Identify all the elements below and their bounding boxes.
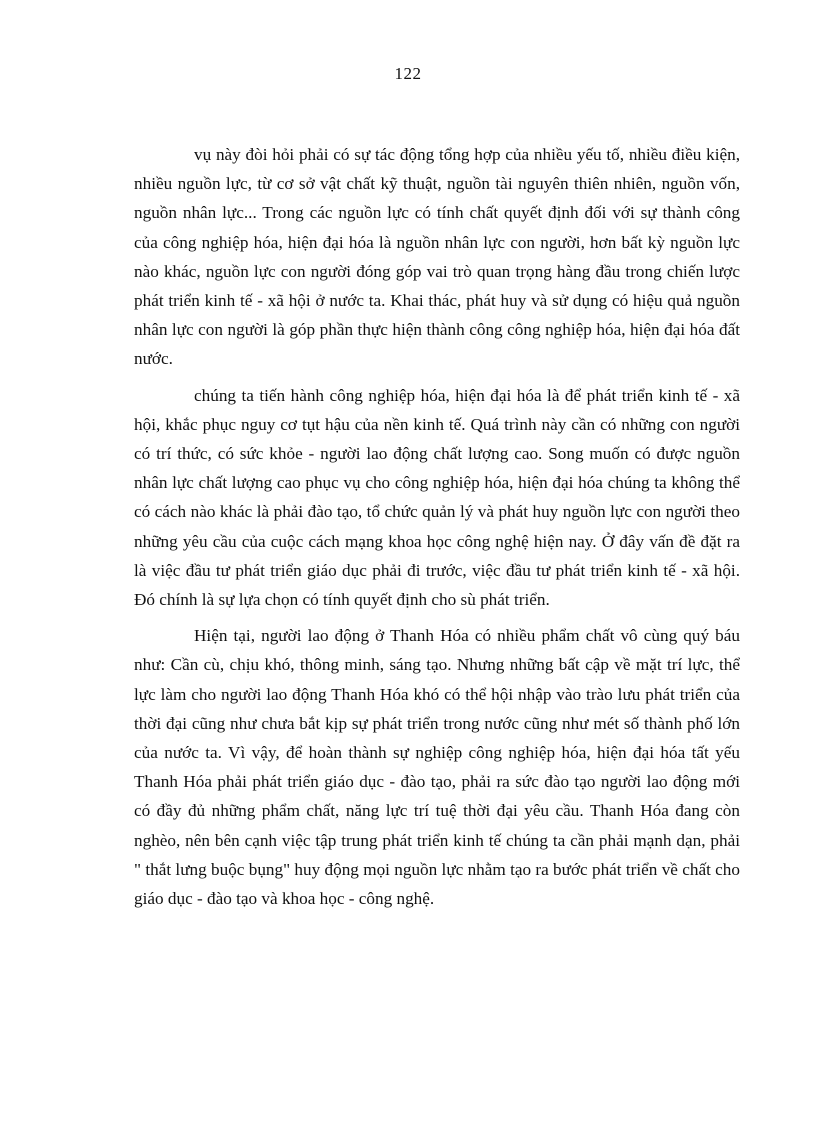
body-text	[134, 140, 740, 920]
paragraph-2: chúng ta tiến hành công nghiệp hóa, hiện đại hóa là để phát triển kinh tế - xã hội, khắc phục nguy cơ tụt hậu của nền kinh tế. Quá trình này cần có những con người có trí thức, có sức khỏe - người lao động chất lượng cao. Song muốn có được nguồn nhân lực chất lượng cao phục vụ cho công nghiệp hóa, hiện đại hóa chúng ta không thể có cách nào khác là phải đào tạo, tổ chức quản lý và phát huy nguồn lực con người theo những yêu cầu của cuộc cách mạng khoa học công nghệ hiện nay. Ở đây vấn đề đặt ra là việc đầu tư phát triển giáo dục phải đi trước, việc đầu tư phát triển kinh tế - xã hội. Đó chính là sự lựa chọn có tính quyết định cho sù phát triển.	[134, 385, 740, 610]
page-number: 122	[394, 64, 422, 83]
paragraph-3: Hiện tại, người lao động ở Thanh Hóa có nhiều phẩm chất vô cùng quý báu như: Cần cù, chịu khó, thông minh, sáng tạo. Nhưng những bất cập về mặt trí lực, thể lực làm cho người lao động Thanh Hóa khó có thể hội nhập vào trào lưu phát triển của thời đại cũng như chưa bắt kịp sự phát triển trong nước cũng như mét số thành phố lớn của nước ta. Vì vậy, để hoàn thành sự nghiệp công nghiệp hóa, hiện đại hóa tất yếu Thanh Hóa phải phát triển giáo dục - đào tạo, phải ra sức đào tạo người lao động mới có đầy đủ những phẩm chất, năng lực trí tuệ thời đại yêu cầu. Thanh Hóa đang còn nghèo, nên bên cạnh việc tập trung phát triển kinh tế chúng ta cần phải mạnh dạn, phải " thắt lưng buộc bụng" huy động mọi nguồn lực nhằm tạo ra bước phát triển về chất cho giáo dục - đào tạo và khoa học - công nghệ.	[134, 626, 740, 909]
paragraph-1: vụ này đòi hỏi phải có sự tác động tổng hợp của nhiều yếu tố, nhiều điều kiện, nhiều nguồn lực, từ cơ sở vật chất kỹ thuật, nguồn tài nguyên thiên nhiên, nguồn vốn, nguồn nhân lực... Trong các nguồn lực có tính chất quyết định đối với sự thành công của công nghiệp hóa, hiện đại hóa là nguồn nhân lực con người, hơn bất kỳ nguồn lực nào khác, nguồn lực con người đóng góp vai trò quan trọng hàng đầu trong chiến lược phát triển kinh tế - xã hội ở nước ta. Khai thác, phát huy và sử dụng có hiệu quả nguồn nhân lực con người là góp phần thực hiện thành công công nghiệp hóa, hiện đại hóa đất nước.	[134, 145, 740, 369]
